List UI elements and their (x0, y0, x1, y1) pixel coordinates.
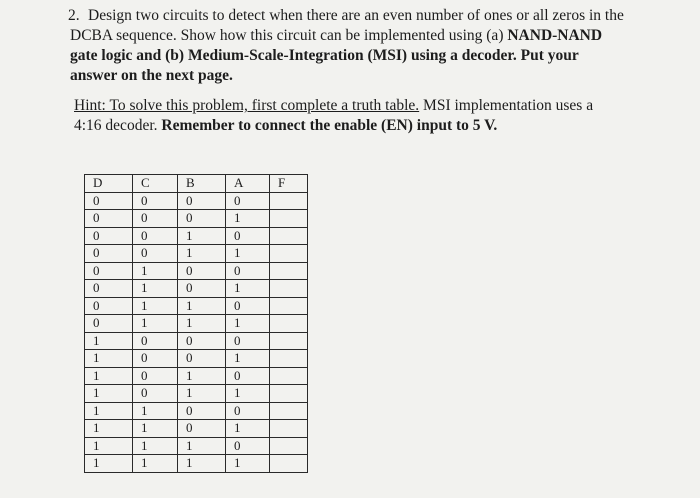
table-cell: 1 (85, 455, 133, 473)
truth-table (84, 174, 308, 473)
table-row (85, 437, 308, 455)
table-row (85, 315, 308, 333)
truth-table-header-row (85, 175, 308, 193)
table-cell: 0 (85, 245, 133, 263)
table-cell[interactable] (270, 420, 308, 438)
table-row (85, 455, 308, 473)
table-cell: 1 (133, 455, 178, 473)
header-a: A (226, 175, 270, 193)
hint-text (74, 96, 674, 136)
table-cell: 1 (178, 297, 226, 315)
table-cell[interactable] (270, 385, 308, 403)
table-cell: 0 (178, 192, 226, 210)
header-f: F (270, 175, 308, 193)
table-cell: 1 (133, 402, 178, 420)
table-cell: 1 (85, 385, 133, 403)
table-cell: 0 (133, 245, 178, 263)
table-cell: 0 (226, 332, 270, 350)
table-row (85, 280, 308, 298)
table-cell: 1 (226, 350, 270, 368)
hint-bold: Remember to connect the enable (EN) input to 5 V. (161, 117, 498, 134)
table-cell: 0 (85, 227, 133, 245)
table-cell: 1 (85, 437, 133, 455)
table-cell: 1 (178, 245, 226, 263)
table-cell: 1 (178, 367, 226, 385)
question-line-2 (70, 26, 682, 46)
table-cell: 1 (178, 315, 226, 333)
table-cell[interactable] (270, 262, 308, 280)
table-cell: 1 (178, 437, 226, 455)
table-cell[interactable] (270, 245, 308, 263)
hint-plain: 4:16 decoder. (74, 117, 162, 134)
table-cell: 1 (226, 245, 270, 263)
table-cell: 0 (178, 350, 226, 368)
table-row (85, 210, 308, 228)
table-cell: 0 (133, 210, 178, 228)
table-cell: 1 (133, 262, 178, 280)
question-text (70, 6, 682, 86)
table-cell: 0 (133, 332, 178, 350)
header-b: B (178, 175, 226, 193)
table-cell: 0 (226, 437, 270, 455)
table-cell[interactable] (270, 437, 308, 455)
table-cell: 0 (178, 402, 226, 420)
table-row (85, 350, 308, 368)
table-row (85, 385, 308, 403)
question-line-4 (70, 66, 682, 86)
table-cell[interactable] (270, 280, 308, 298)
table-row (85, 402, 308, 420)
table-cell: 1 (226, 420, 270, 438)
table-cell: 1 (133, 437, 178, 455)
table-cell: 1 (133, 297, 178, 315)
table-row (85, 245, 308, 263)
table-cell: 0 (178, 420, 226, 438)
question-text-2: DCBA sequence. Show how this circuit can be implemented using (a) (70, 27, 508, 44)
table-cell: 1 (226, 385, 270, 403)
table-cell: 1 (226, 280, 270, 298)
table-cell[interactable] (270, 402, 308, 420)
table-cell: 0 (133, 367, 178, 385)
table-cell: 1 (85, 332, 133, 350)
table-cell: 1 (85, 420, 133, 438)
table-cell: 1 (178, 227, 226, 245)
table-cell: 0 (85, 192, 133, 210)
hint-line-2 (74, 116, 674, 136)
table-cell: 1 (133, 315, 178, 333)
question-text-1: Design two circuits to detect when there are an even number of ones or all zeros in the (88, 7, 624, 24)
table-cell: 1 (226, 210, 270, 228)
table-row (85, 297, 308, 315)
table-row (85, 367, 308, 385)
table-cell: 0 (226, 297, 270, 315)
table-cell: 0 (178, 210, 226, 228)
header-d: D (85, 175, 133, 193)
table-cell: 1 (85, 367, 133, 385)
table-cell[interactable] (270, 332, 308, 350)
table-cell: 0 (226, 367, 270, 385)
hint-rest: MSI implementation uses a (419, 97, 594, 114)
table-cell: 0 (85, 297, 133, 315)
table-cell: 0 (85, 280, 133, 298)
table-cell: 1 (85, 350, 133, 368)
table-cell: 1 (133, 420, 178, 438)
table-cell: 0 (133, 385, 178, 403)
table-cell: 0 (178, 262, 226, 280)
table-cell: 0 (85, 210, 133, 228)
table-cell: 0 (178, 280, 226, 298)
table-cell[interactable] (270, 192, 308, 210)
question-text-3: gate logic and (b) Medium-Scale-Integration (MSI) using a decoder. Put your (70, 47, 579, 64)
table-row (85, 227, 308, 245)
table-cell: 1 (133, 280, 178, 298)
table-cell[interactable] (270, 350, 308, 368)
table-cell: 1 (226, 315, 270, 333)
question-text-4: answer on the next page. (70, 67, 233, 84)
question-text-2-bold: NAND-NAND (507, 27, 603, 44)
table-cell[interactable] (270, 227, 308, 245)
table-cell: 0 (85, 315, 133, 333)
question-line-3 (70, 46, 682, 66)
table-row (85, 332, 308, 350)
table-cell[interactable] (270, 297, 308, 315)
table-cell: 0 (226, 192, 270, 210)
table-cell: 0 (178, 332, 226, 350)
table-cell: 0 (133, 192, 178, 210)
header-c: C (133, 175, 178, 193)
table-cell: 1 (226, 455, 270, 473)
table-cell: 0 (226, 402, 270, 420)
table-cell: 0 (85, 262, 133, 280)
table-row (85, 420, 308, 438)
table-cell: 1 (178, 385, 226, 403)
question-line-1 (70, 6, 682, 26)
table-cell: 1 (85, 402, 133, 420)
table-cell[interactable] (270, 455, 308, 473)
table-cell[interactable] (270, 367, 308, 385)
table-cell: 0 (133, 227, 178, 245)
hint-underlined: Hint: To solve this problem, first complete a truth table. (74, 97, 420, 114)
table-cell[interactable] (270, 210, 308, 228)
table-cell: 0 (226, 227, 270, 245)
table-row (85, 192, 308, 210)
hint-line-1 (74, 96, 674, 116)
table-cell: 0 (226, 262, 270, 280)
question-number: 2. (68, 7, 80, 24)
table-row (85, 262, 308, 280)
table-cell: 0 (133, 350, 178, 368)
table-cell[interactable] (270, 315, 308, 333)
table-cell: 1 (178, 455, 226, 473)
